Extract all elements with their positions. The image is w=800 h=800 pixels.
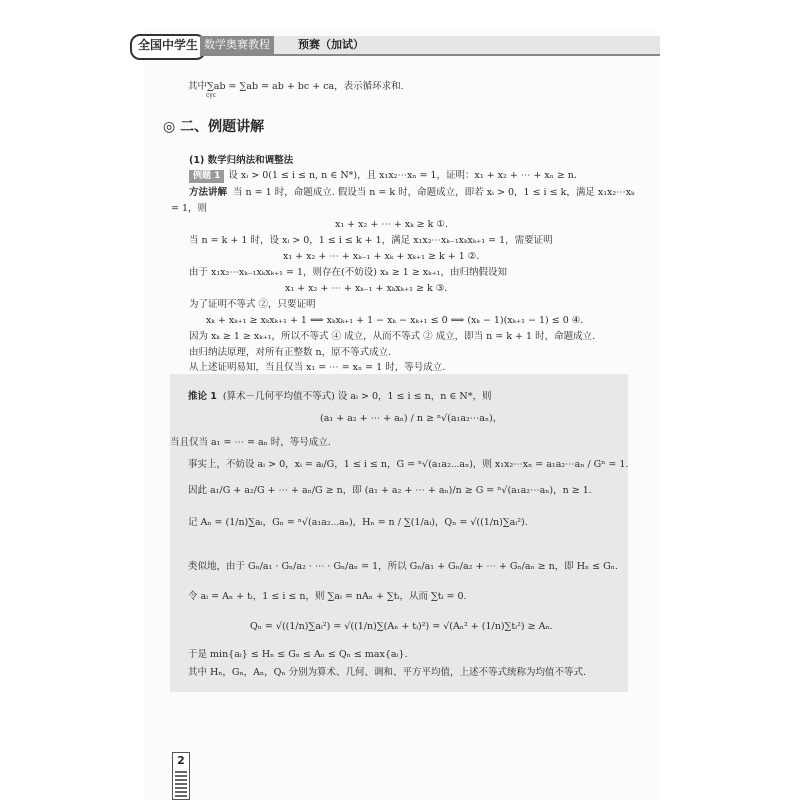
box-line-9: Qₙ = √((1/n)∑aᵢ²) = √((1/n)∑(Aₙ + tᵢ)²) = √(Aₙ² + (1/n)∑tᵢ²) ≥ Aₙ. — [250, 621, 553, 632]
corollary-title-line — [188, 390, 491, 403]
method-line-1 — [189, 186, 635, 199]
box-line-10: 于是 min{aᵢ} ≤ Hₙ ≤ Gₙ ≤ Aₙ ≤ Qₙ ≤ max{aᵢ}. — [188, 649, 408, 660]
method-line-8: 从上述证明易知，当且仅当 x₁ = ⋯ = xₙ = 1 时，等号成立. — [189, 362, 446, 373]
corollary-box — [170, 374, 628, 692]
box-line-4: 事实上，不妨设 aᵢ > 0，xᵢ = aᵢ/G，1 ≤ i ≤ n，G = ⁿ√(a₁a₂⋯aₙ)，则 x₁x₂⋯xₙ = a₁a₂⋯aₙ / Gⁿ = 1. — [188, 459, 629, 470]
box-line-7: 类似地，由于 Gₙ/a₁ · Gₙ/a₂ · ⋯ · Gₙ/aₙ = 1，所以 Gₙ/a₁ + Gₙ/a₂ + ⋯ + Gₙ/aₙ ≥ n，即 Hₙ ≤ Gₙ. — [188, 561, 618, 572]
volume-title: 预赛（加试） — [298, 38, 364, 51]
method-line-2: = 1，则 — [171, 203, 208, 214]
equation-1: x₁ + x₂ + ⋯ + xₖ ≥ k ①. — [335, 219, 448, 230]
box-line-11: 其中 Hₙ，Gₙ，Aₙ，Qₙ 分别为算术、几何、调和、平方平均值，上述不等式统称为均值不等式. — [188, 667, 587, 678]
box-line-6: 记 Aₙ = (1/n)∑aᵢ，Gₙ = ⁿ√(a₁a₂⋯aₙ)，Hₙ = n / ∑(1/aᵢ)，Qₙ = √((1/n)∑aᵢ²). — [188, 517, 528, 528]
equation-3: x₁ + x₂ + ⋯ + xₖ₋₁ + xₖxₖ₊₁ ≥ k ③. — [285, 283, 448, 294]
page-number: 2 — [177, 754, 185, 767]
box-line-3: 当且仅当 a₁ = ⋯ = aₙ 时，等号成立. — [170, 437, 331, 448]
subsection-heading: (1) 数学归纳法和调整法 — [189, 155, 294, 166]
box-line-8: 令 aᵢ = Aₙ + tᵢ，1 ≤ i ≤ n，则 ∑aᵢ = nAₙ + ∑tᵢ，从而 ∑tᵢ = 0. — [188, 591, 467, 602]
method-line-5: 为了证明不等式 ②，只要证明 — [189, 299, 316, 310]
am-gm-inequality: (a₁ + a₂ + ⋯ + aₙ) / n ≥ ⁿ√(a₁a₂⋯aₙ)， — [320, 413, 503, 424]
page-tab-stripes — [175, 771, 187, 797]
series-title: 数学奥赛教程 — [200, 36, 274, 54]
intro-subscript: cyc — [206, 92, 217, 99]
method-line-7: 由归纳法原理，对所有正整数 n，原不等式成立. — [189, 347, 392, 358]
book-logo: 全国中学生 — [130, 34, 206, 60]
intro-line: 其中∑ab = ∑ab = ab + bc + ca，表示循环求和. — [188, 81, 404, 92]
corollary-label: 推论 1 — [188, 391, 217, 402]
example-1 — [189, 169, 577, 183]
equation-4: xₖ + xₖ₊₁ ≥ xₖxₖ₊₁ + 1 ⟺ xₖxₖ₊₁ + 1 − xₖ − xₖ₊₁ ≤ 0 ⟺ (xₖ − 1)(xₖ₊₁ − 1) ≤ 0 ④. — [206, 315, 584, 326]
page-number-tab — [172, 752, 190, 800]
method-label: 方法讲解 — [189, 187, 228, 198]
example-text: 设 xᵢ > 0(1 ≤ i ≤ n, n ∈ N*)，且 x₁x₂⋯xₙ = 1，证明：x₁ + x₂ + ⋯ + xₙ ≥ n. — [228, 170, 577, 181]
example-tag: 例题 1 — [189, 170, 224, 183]
header-bar — [200, 36, 660, 56]
method-text-1: 当 n = 1 时，命题成立. 假设当 n = k 时，命题成立，即若 xᵢ > 0，1 ≤ i ≤ k，满足 x₁x₂⋯xₖ — [233, 187, 635, 198]
section-heading: ◎ 二、例题讲解 — [163, 119, 265, 135]
page-header — [130, 34, 660, 56]
equation-2: x₁ + x₂ + ⋯ + xₖ₋₁ + xₖ + xₖ₊₁ ≥ k + 1 ②. — [283, 251, 480, 262]
method-line-6: 因为 xₖ ≥ 1 ≥ xₖ₊₁，所以不等式 ④ 成立，从而不等式 ② 成立，即当 n = k + 1 时，命题成立. — [189, 331, 596, 342]
corollary-statement: (算术－几何平均值不等式) 设 aᵢ > 0，1 ≤ i ≤ n，n ∈ N*，则 — [222, 391, 492, 402]
method-line-4: 由于 x₁x₂⋯xₖ₋₁xₖxₖ₊₁ = 1，则存在(不妨设) xₖ ≥ 1 ≥ xₖ₊₁，由归纳假设知 — [189, 267, 507, 278]
method-line-3: 当 n = k + 1 时，设 xᵢ > 0，1 ≤ i ≤ k + 1，满足 x₁x₂⋯xₖ₋₁xₖxₖ₊₁ = 1，需要证明 — [189, 235, 553, 246]
box-line-5: 因此 a₁/G + a₂/G + ⋯ + aₙ/G ≥ n，即 (a₁ + a₂ + ⋯ + aₙ)/n ≥ G = ⁿ√(a₁a₂⋯aₙ)，n ≥ 1. — [188, 485, 592, 496]
